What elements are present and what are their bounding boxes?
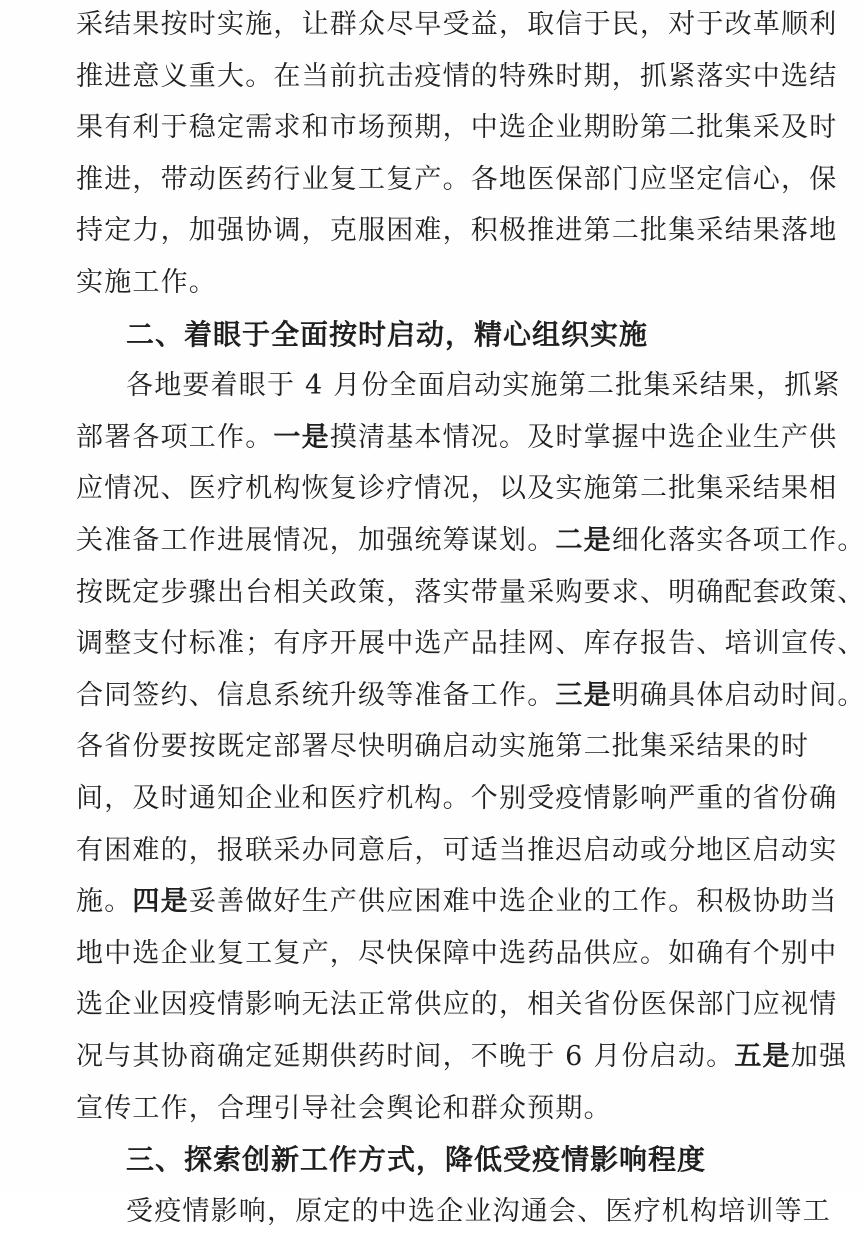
section-heading: 二、着眼于全面按时启动，精心组织实施 bbox=[126, 317, 649, 351]
text-span: 细化落实各项工作。 bbox=[611, 525, 866, 556]
text-line bbox=[76, 877, 838, 927]
text-line: 受疫情影响，原定的中选企业沟通会、医疗机构培训等工 bbox=[126, 1195, 831, 1227]
bold-keyword: 五是 bbox=[734, 1041, 791, 1072]
section-heading: 三、探索创新工作方式，降低受疫情影响程度 bbox=[126, 1143, 707, 1177]
text-span: 施。 bbox=[76, 886, 133, 918]
bold-keyword: 三是 bbox=[555, 679, 612, 711]
text-line bbox=[76, 1032, 848, 1082]
text-line: 地中选企业复工复产，尽快保障中选药品供应。如确有个别中 bbox=[76, 937, 838, 969]
text-span: 妥善做好生产供应困难中选企业的工作。积极协助当 bbox=[188, 886, 838, 918]
text-line bbox=[76, 671, 866, 721]
text-span: 部署各项工作。 bbox=[76, 421, 274, 453]
text-line: 持定力，加强协调，克服困难，积极推进第二批集采结果落地 bbox=[76, 215, 838, 247]
text-span: 关准备工作进展情况，加强统筹谋划。 bbox=[76, 525, 556, 556]
text-line: 实施工作。 bbox=[76, 267, 217, 298]
text-line: 调整支付标准；有序开展中选产品挂网、库存报告、培训宣传、 bbox=[76, 628, 866, 660]
text-line: 宣传工作，合理引导社会舆论和群众预期。 bbox=[76, 1092, 612, 1124]
text-span: 明确具体启动时间。 bbox=[611, 679, 866, 711]
bold-keyword: 二是 bbox=[555, 525, 612, 556]
text-line: 有困难的，报联采办同意后，可适当推迟启动或分地区启动实 bbox=[76, 834, 838, 866]
bold-keyword: 一是 bbox=[273, 421, 330, 453]
text-span: 况与其协商确定延期供药时间，不晚于 6 月份启动。 bbox=[76, 1041, 735, 1072]
text-line: 间，及时通知企业和医疗机构。个别受疫情影响严重的省份确 bbox=[76, 783, 838, 814]
text-line bbox=[76, 516, 866, 566]
text-line: 按既定步骤出台相关政策，落实带量采购要求、明确配套政策、 bbox=[76, 576, 866, 608]
text-line: 应情况、医疗机构恢复诊疗情况，以及实施第二批集采结果相 bbox=[76, 473, 838, 505]
text-line: 推进意义重大。在当前抗击疫情的特殊时期，抓紧落实中选结 bbox=[76, 60, 838, 92]
text-line bbox=[76, 413, 838, 463]
text-line: 推进，带动医药行业复工复产。各地医保部门应坚定信心，保 bbox=[76, 163, 838, 195]
text-line: 果有利于稳定需求和市场预期，中选企业期盼第二批集采及时 bbox=[76, 112, 838, 144]
bold-keyword: 四是 bbox=[132, 886, 189, 918]
text-span: 合同签约、信息系统升级等准备工作。 bbox=[76, 679, 556, 711]
text-line: 选企业因疫情影响无法正常供应的，相关省份医保部门应视情 bbox=[76, 989, 838, 1021]
text-line: 各地要着眼于 4 月份全面启动实施第二批集采结果，抓紧 bbox=[126, 370, 841, 402]
text-line: 采结果按时实施，让群众尽早受益，取信于民，对于改革顺利 bbox=[76, 9, 838, 40]
text-span: 摸清基本情况。及时掌握中选企业生产供 bbox=[329, 421, 838, 453]
text-line: 各省份要按既定部署尽快明确启动实施第二批集采结果的时 bbox=[76, 731, 810, 763]
text-span: 加强 bbox=[790, 1041, 848, 1072]
